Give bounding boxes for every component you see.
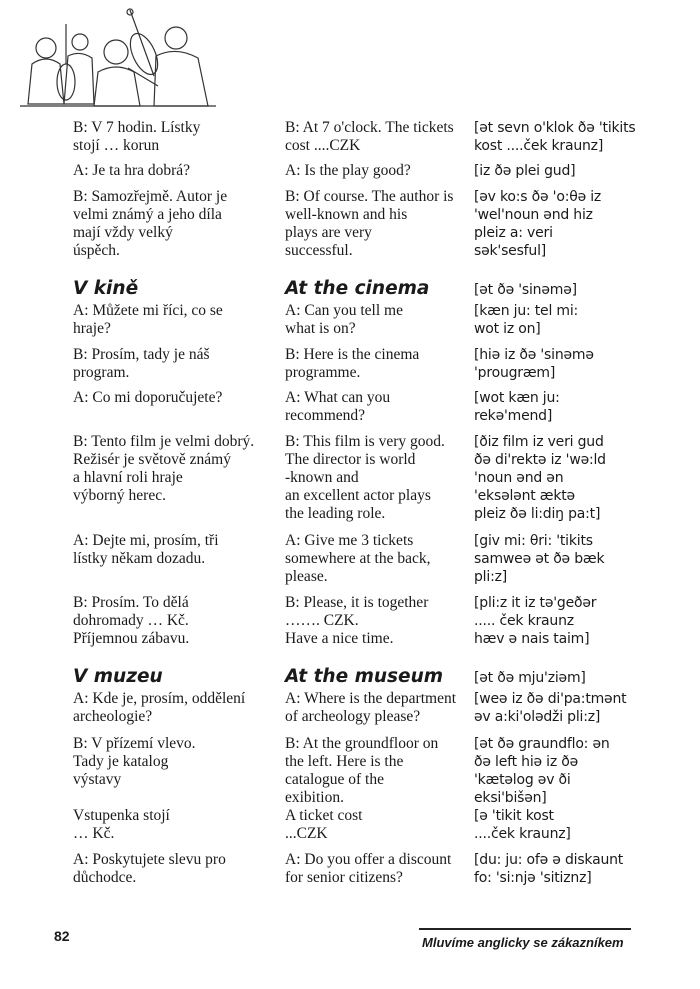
text-line: A: Do you offer a discount	[285, 851, 452, 868]
text-line: velmi známý a jeho díla	[73, 206, 222, 223]
text-line	[73, 789, 273, 807]
dialogue-cz	[73, 433, 273, 505]
text-line: B: At the groundfloor on	[285, 735, 439, 752]
text-line: [ət ðə 'sinəmə]	[474, 282, 577, 298]
text-line: well-known and his	[285, 206, 408, 223]
dialogue-cz	[73, 302, 273, 338]
dialogue-phonetic	[474, 851, 674, 887]
section-heading-en: At the cinema	[285, 278, 430, 299]
dialogue-en	[285, 690, 475, 726]
footer-book-title: Mluvíme anglicky se zákazníkem	[422, 935, 624, 950]
section-heading-phonetic	[474, 281, 674, 299]
text-line: A: Poskytujete slevu pro	[73, 851, 226, 868]
text-line: the leading role.	[285, 505, 386, 522]
dialogue-phonetic	[474, 735, 674, 843]
text-line: A: Kde je, prosím, oddělení	[73, 690, 246, 707]
dialogue-cz	[73, 735, 273, 843]
text-line: výborný herec.	[73, 487, 166, 504]
text-line: B: Of course. The author is	[285, 188, 454, 205]
text-line: an excellent actor plays	[285, 487, 431, 504]
text-line: [giv mi: θri: 'tikits	[474, 533, 593, 549]
section-heading-cz: V kině	[73, 278, 139, 299]
text-line: catalogue of the	[285, 771, 384, 788]
text-line: 'noun ənd ən	[474, 470, 564, 486]
text-line: úspěch.	[73, 242, 120, 259]
text-line: pleiz ðə li:diŋ pa:t]	[474, 506, 601, 522]
dialogue-en	[285, 346, 475, 382]
text-line: [pli:z it iz tə'geðər	[474, 595, 597, 611]
text-line: [hiə iz ðə 'sinəmə	[474, 347, 594, 363]
dialogue-en	[285, 851, 475, 887]
music-band-illustration	[18, 4, 218, 108]
section-heading-en: At the museum	[285, 666, 444, 687]
text-line: -known and	[285, 469, 359, 486]
dialogue-en	[285, 433, 475, 523]
text-line: please.	[285, 568, 328, 585]
dialogue-phonetic	[474, 690, 674, 726]
dialogue-en	[285, 188, 475, 260]
section-heading-cz: V muzeu	[73, 666, 163, 687]
text-line: Have a nice time.	[285, 630, 394, 647]
text-line: [ə 'tikit kost	[474, 808, 554, 824]
text-line: 'wel'noun ənd hiz	[474, 207, 593, 223]
text-line: Tady je katalog	[73, 753, 169, 770]
text-line: [ət ðə graundflo: ən	[474, 736, 610, 752]
text-line: důchodce.	[73, 869, 137, 886]
dialogue-cz	[73, 690, 273, 726]
text-line: Vstupenka stojí	[73, 807, 170, 824]
dialogue-en	[285, 594, 475, 648]
text-line: ……. CZK.	[285, 612, 359, 629]
dialogue-cz	[73, 851, 273, 887]
text-line: what is on?	[285, 320, 356, 337]
text-line: successful.	[285, 242, 353, 259]
text-line: 'prougræm]	[474, 365, 556, 381]
dialogue-phonetic	[474, 433, 674, 523]
text-line: hraje?	[73, 320, 111, 337]
dialogue-cz	[73, 188, 273, 260]
dialogue-en	[285, 302, 475, 338]
text-line: [ðiz film iz veri gud	[474, 434, 604, 450]
text-line: … Kč.	[73, 825, 115, 842]
dialogue-cz	[73, 532, 273, 568]
dialogue-cz	[73, 389, 273, 407]
footer-divider	[419, 928, 631, 930]
text-line: 'kætəlog əv ði	[474, 772, 571, 788]
text-line: ...CZK	[285, 825, 328, 842]
text-line: pleiz a: veri	[474, 225, 553, 241]
text-line: B: Tento film je velmi dobrý.	[73, 433, 255, 450]
text-line: A: Co mi doporučujete?	[73, 389, 223, 406]
dialogue-phonetic	[474, 119, 674, 155]
dialogue-phonetic	[474, 346, 674, 382]
text-line: A: Is the play good?	[285, 162, 411, 179]
dialogue-cz	[73, 346, 273, 382]
text-line: [əv ko:s ðə 'o:θə iz	[474, 189, 602, 205]
text-line: A: Can you tell me	[285, 302, 403, 319]
dialogue-phonetic	[474, 594, 674, 648]
dialogue-phonetic	[474, 162, 674, 180]
text-line: for senior citizens?	[285, 869, 403, 886]
text-line: wot iz on]	[474, 321, 541, 337]
text-line: B: Prosím. To dělá	[73, 594, 189, 611]
text-line: hæv ə nais taim]	[474, 631, 590, 647]
text-line: mají vždy velký	[73, 224, 173, 241]
text-line: A: Je ta hra dobrá?	[73, 162, 191, 179]
text-line: [ət sevn o'klok ðə 'tikits	[474, 120, 636, 136]
text-line: Příjemnou zábavu.	[73, 630, 190, 647]
text-line: eksi'bišən]	[474, 790, 547, 806]
text-line: recommend?	[285, 407, 366, 424]
text-line: B: This film is very good.	[285, 433, 445, 450]
text-line: The director is world	[285, 451, 416, 468]
text-line: dohromady … Kč.	[73, 612, 189, 629]
dialogue-phonetic	[474, 302, 674, 338]
text-line: výstavy	[73, 771, 122, 788]
text-line: fo: 'si:njə 'sitiznz]	[474, 870, 592, 886]
dialogue-en	[285, 532, 475, 586]
text-line: lístky někam dozadu.	[73, 550, 206, 567]
text-line: kost ....ček kraunz]	[474, 138, 604, 154]
text-line: somewhere at the back,	[285, 550, 431, 567]
text-line: [iz ðə plei gud]	[474, 163, 576, 179]
text-line: [du: ju: ofə ə diskaunt	[474, 852, 624, 868]
text-line: B: V přízemí vlevo.	[73, 735, 196, 752]
dialogue-en	[285, 389, 475, 425]
text-line: 'eksələnt æktə	[474, 488, 575, 504]
text-line: ....ček kraunz]	[474, 826, 571, 842]
text-line: B: Samozřejmě. Autor je	[73, 188, 228, 205]
text-line: Režisér je světově známý	[73, 451, 231, 468]
dialogue-phonetic	[474, 389, 674, 425]
text-line: B: At 7 o'clock. The tickets	[285, 119, 454, 136]
text-line: [ət ðə mju'ziəm]	[474, 670, 586, 686]
text-line: [weə iz ðə di'pa:tmənt	[474, 691, 627, 707]
text-line: A: Where is the department	[285, 690, 457, 707]
text-line: exibition.	[285, 789, 344, 806]
text-line: stojí … korun	[73, 137, 160, 154]
dialogue-cz	[73, 162, 273, 180]
text-line: A ticket cost	[285, 807, 363, 824]
dialogue-phonetic	[474, 188, 674, 260]
text-line: B: V 7 hodin. Lístky	[73, 119, 201, 136]
dialogue-phonetic	[474, 532, 674, 586]
text-line: program.	[73, 364, 130, 381]
text-line: plays are very	[285, 224, 372, 241]
text-line: a hlavní roli hraje	[73, 469, 183, 486]
section-heading-phonetic	[474, 669, 674, 687]
text-line: archeologie?	[73, 708, 153, 725]
text-line: [kæn ju: tel mi:	[474, 303, 579, 319]
text-line: ðə di'rektə iz 'wə:ld	[474, 452, 606, 468]
text-line: B: Here is the cinema	[285, 346, 420, 363]
text-line: rekə'mend]	[474, 408, 553, 424]
text-line: A: Dejte mi, prosím, tři	[73, 532, 219, 549]
text-line: ðə left hiə iz ðə	[474, 754, 579, 770]
text-line: of archeology please?	[285, 708, 421, 725]
dialogue-cz	[73, 119, 273, 155]
dialogue-en	[285, 119, 475, 155]
text-line: cost ....CZK	[285, 137, 361, 154]
dialogue-en	[285, 735, 475, 843]
text-line: [wot kæn ju:	[474, 390, 560, 406]
dialogue-cz	[73, 594, 273, 648]
text-line: A: Můžete mi říci, co se	[73, 302, 223, 319]
text-line: the left. Here is the	[285, 753, 404, 770]
text-line: pli:z]	[474, 569, 507, 585]
text-line: samweə ət ðə bæk	[474, 551, 605, 567]
text-line: programme.	[285, 364, 361, 381]
text-line: A: What can you	[285, 389, 391, 406]
text-line: B: Prosím, tady je náš	[73, 346, 210, 363]
dialogue-en	[285, 162, 475, 180]
page-number: 82	[54, 928, 70, 944]
text-line: A: Give me 3 tickets	[285, 532, 414, 549]
text-line: əv a:ki'olədži pli:z]	[474, 709, 601, 725]
text-line: ..... ček kraunz	[474, 613, 574, 629]
text-line: B: Please, it is together	[285, 594, 429, 611]
text-line: sək'sesful]	[474, 243, 547, 259]
